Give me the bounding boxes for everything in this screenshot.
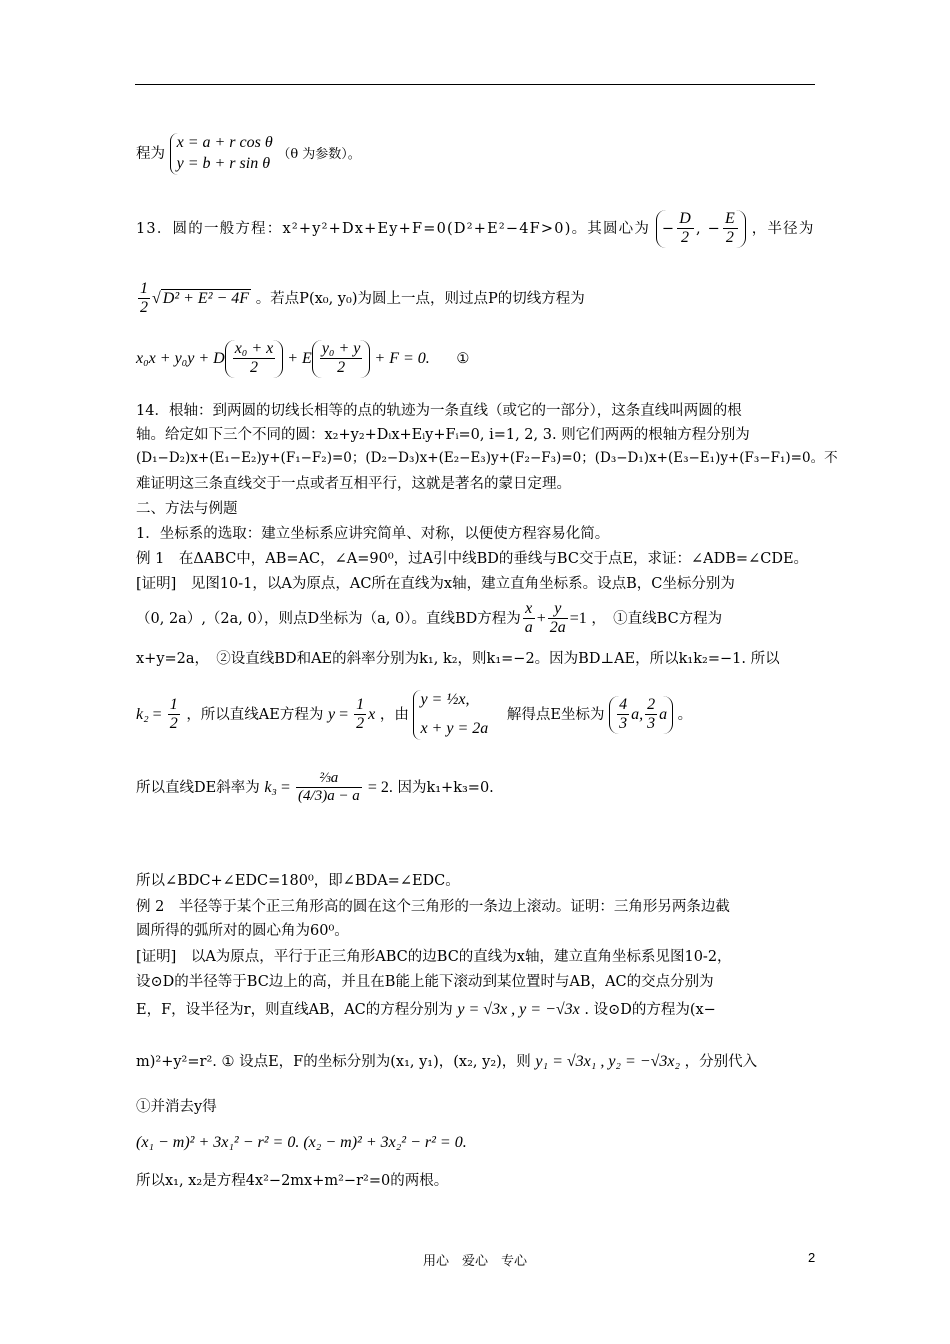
text: 程为: [136, 145, 165, 162]
page-number: 2: [808, 1250, 816, 1265]
example-2: 圆所得的弧所对的圆心角为60⁰。: [136, 923, 349, 939]
proof-line-ab: E，F，设半径为r，则直线AB，AC的方程分别为 y = √3x , y = −√3x . 设⊙D的方程为(x−: [136, 1001, 716, 1018]
text: ，所以直线AE方程为: [186, 706, 324, 723]
example-2: 例 2 半径等于某个正三角形高的圆在这个三角形的一条边上滚动。证明：三角形另两条边截: [136, 899, 730, 915]
equation-system: [170, 133, 273, 175]
proof-line-ef: m)²+y²=r². ① 设点E，F的坐标分别为(x₁, y₁)，(x₂, y₂)，则 y₁ = √3x₁ , y₂ = −√3x₂ ，分别代入: [136, 1053, 758, 1070]
text: 。: [677, 706, 693, 723]
item-14-line1: 14．根轴：到两圆的切线长相等的点的轨迹为一条直线（或它的一部分），这条直线叫两圆的根: [136, 403, 742, 419]
center-formula: − $\frac{D}{2}$ , − $\frac{E}{2}$: [656, 210, 746, 248]
text: ， ①直线BC方程为: [591, 610, 723, 627]
text: m)²+y²=r². ① 设点E，F的坐标分别为(x₁, y₁)，(x₂, y₂)，则: [136, 1054, 531, 1070]
item-14-line2: 轴。给定如下三个不同的圆：x₂+y₂+Dᵢx+Eᵢy+Fᵢ=0, i=1, 2, 3. 则它们两两的根轴方程分别为: [136, 427, 750, 443]
text: ，半径为: [751, 220, 815, 237]
proof-line: [证明] 见图10-1，以A为原点，AC所在直线为x轴，建立直角坐标系。设点B，C坐标分别为: [136, 576, 735, 592]
proof-line: [证明] 以A为原点，平行于正三角形ABC的边BC的直线为x轴，建立直角坐标系见图10-2，: [136, 949, 732, 965]
equation: x = a + r cos θ: [176, 134, 273, 151]
equation-marker: ①: [456, 350, 470, 367]
text: E，F，设半径为r，则直线AB，AC的方程分别为: [136, 1002, 453, 1018]
text: （0, 2a）,（2a, 0），则点D坐标为（a, 0）。直线BD方程为: [136, 610, 521, 627]
item-13: [136, 210, 815, 248]
text: 。若点P(x₀, y₀)为圆上一点，则过点P的切线方程为: [255, 290, 585, 307]
param-line: [136, 133, 361, 175]
proof-line: 所以∠BDC+∠EDC=180⁰，即∠BDA=∠EDC。: [136, 873, 460, 889]
example-1: 例 1 在ΔABC中，AB=AC，∠A=90⁰，过A引中线BD的垂线与BC交于点E，求证：∠ADB=∠CDE。: [136, 551, 809, 567]
equation: y = b + r sin θ: [176, 154, 271, 172]
equation: (x₁ − m)² + 3x₁² − r² = 0. (x₂ − m)² + 3x₂² − r² = 0.: [136, 1134, 467, 1151]
method-1: 1．坐标系的选取：建立坐标系应讲究简单、对称，以便使方程容易化简。: [136, 526, 610, 542]
text: 因为k₁+k₃=0.: [397, 779, 494, 796]
proof-line: 所以x₁, x₂是方程4x²−2mx+m²−r²=0的两根。: [136, 1173, 449, 1189]
item-14-line4: 难证明这三条直线交于一点或者互相平行，这就是著名的蒙日定理。: [136, 476, 571, 492]
proof-line: ①并消去y得: [136, 1099, 217, 1115]
tangent-equation: x₀x + y₀y + D $\frac{\text{x₀ + x}}{2}$ + E $\frac{\text{y₀ + y}}{2}$ + F = 0. ①: [136, 340, 470, 377]
text: ，由: [379, 706, 409, 723]
text: 解得点E坐标为: [506, 706, 605, 723]
text: （θ 为参数）。: [277, 146, 361, 162]
equation-system: y = ½x, x + y = 2a: [413, 690, 488, 740]
text: ，分别代入: [684, 1054, 758, 1070]
text: 13．圆的一般方程：x²+y²+Dx+Ey+F=0(D²+E²−4F>0)。其圆心为: [136, 220, 651, 237]
proof-line-bd: （0, 2a）,（2a, 0），则点D坐标为（a, 0）。直线BD方程为 $\frac{x}{a}$ + $\frac{y}{2a}$ =1 ， ①直线BC方程为: [136, 600, 723, 637]
proof-line-de: 所以直线DE斜率为 k₃ = $\frac{\text{⅔a}}{(4/3)a - a}$ = 2. 因为k₁+k₃=0.: [136, 770, 494, 805]
proof-line-ae: k₂ = $\frac{1}{2}$ ，所以直线AE方程为 y = $\frac{1}{2}$ x ，由 y = ½x, x + y = 2a 解得点E坐标为 $\frac{4}{3}$ a, $\frac{2}{3}$ a 。: [136, 690, 692, 740]
proof-line: 设⊙D的半径等于BC边上的高，并且在B能上能下滚动到某位置时与AB，AC的交点分别为: [136, 974, 714, 990]
text: . 设⊙D的方程为(x−: [584, 1002, 716, 1018]
radius-line: $\frac{1}{2}$ √ D² + E² − 4F 。若点P(x₀, y₀)为圆上一点，则过点P的切线方程为: [140, 280, 585, 317]
section-heading: 二、方法与例题: [136, 501, 238, 517]
proof-line: x+y=2a， ②设直线BD和AE的斜率分别为k₁, k₂，则k₁=−2。因为BD⊥AE，所以k₁k₂=−1. 所以: [136, 651, 780, 667]
item-14-line3: (D₁−D₂)x+(E₁−E₂)y+(F₁−F₂)=0；(D₂−D₃)x+(E₂−E₃)y+(F₂−F₃)=0；(D₃−D₁)x+(E₃−E₁)y+(F₃−F₁)=0。不: [136, 450, 838, 466]
footer: 用心 爱心 专心: [422, 1254, 527, 1269]
text: 所以直线DE斜率为: [136, 779, 260, 796]
header-rule: [135, 84, 815, 85]
